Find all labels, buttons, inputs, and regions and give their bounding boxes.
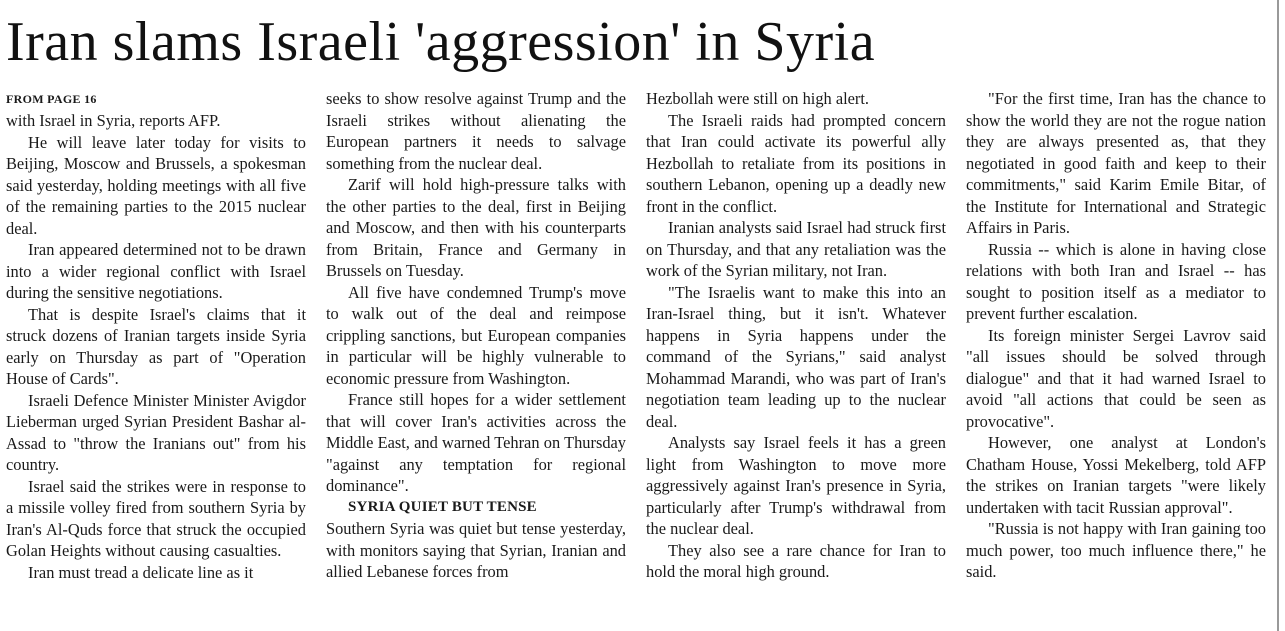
paragraph: France still hopes for a wider settlement that will cover Iran's activities across the Middle East, and warned Tehran on Thursday "against any temptation for regional dominance".	[326, 390, 626, 495]
section-subhead: SYRIA QUIET BUT TENSE	[348, 498, 537, 515]
paragraph: Zarif will hold high-pressure talks with the other parties to the deal, first in Beijing and Moscow, and then with his counterparts from Britain, France and Germany in Brussels on Tuesday.	[326, 175, 626, 280]
column-3	[646, 88, 946, 628]
paragraph: with Israel in Syria, reports AFP.	[6, 111, 221, 130]
column-1	[6, 88, 306, 628]
paragraph: That is despite Israel's claims that it struck dozens of Iranian targets inside Syria early on Thursday as part of "Operation House of Cards".	[6, 304, 306, 388]
paragraph: All five have condemned Trump's move to walk out of the deal and reimpose crippling sanctions, but European companies in particular will be highly vulnerable to economic pressure from Washington.	[326, 282, 626, 388]
paragraph: "Russia is not happy with Iran gaining too much power, too much influence there," he said.	[966, 519, 1266, 581]
paragraph: Russia -- which is alone in having close relations with both Iran and Israel -- has sought to position itself as a mediator to prevent further escalation.	[966, 239, 1266, 323]
paragraph: However, one analyst at London's Chatham House, Yossi Mekelberg, told AFP the strikes on Iranian targets "were likely undertaken with tacit Russian approval".	[966, 433, 1266, 517]
page-edge-divider	[1277, 0, 1279, 631]
paragraph: Israel said the strikes were in response to a missile volley fired from southern Syria by Iran's Al-Quds force that struck the occupied Golan Heights without causing casualties.	[6, 476, 306, 560]
paragraph: seeks to show resolve against Trump and the Israeli strikes without alienating the European partners it needs to salvage something from the nuclear deal.	[326, 89, 626, 173]
paragraph: Hezbollah were still on high alert.	[646, 89, 870, 108]
paragraph: Its foreign minister Sergei Lavrov said "all issues should be solved through dialogue" and that it had warned Israel to avoid "all actions that could be seen as provocative".	[966, 325, 1266, 431]
paragraph: He will leave later today for visits to Beijing, Moscow and Brussels, a spokesman said yesterday, holding meetings with all five of the remaining parties to the 2015 nuclear deal.	[6, 132, 306, 238]
paragraph: Analysts say Israel feels it has a green light from Washington to move more aggressively against Iran's presence in Syria, particularly after Trump's withdrawal from the nuclear deal.	[646, 433, 946, 538]
paragraph: Iranian analysts said Israel had struck first on Thursday, and that any retaliation was the work of the Syrian military, not Iran.	[646, 218, 946, 280]
paragraph: "For the first time, Iran has the chance to show the world they are not the rogue nation they are always presented as, that they negotiated in good faith and keep to their commitments," said Karim Emile Bitar, of the Institute for International and Strategic Affairs in Paris.	[966, 89, 1266, 237]
article-body	[6, 88, 1268, 628]
paragraph: Israeli Defence Minister Minister Avigdor Lieberman urged Syrian President Bashar al-Assad to "throw the Iranians out" from his country.	[6, 390, 306, 474]
column-4	[966, 88, 1266, 628]
continuation-kicker: FROM PAGE 16	[6, 92, 97, 106]
paragraph: Iran must tread a delicate line as it	[28, 562, 254, 582]
column-2	[326, 88, 626, 628]
headline: Iran slams Israeli 'aggression' in Syria	[6, 11, 876, 73]
paragraph: They also see a rare chance for Iran to hold the moral high ground.	[646, 540, 946, 581]
paragraph: The Israeli raids had prompted concern that Iran could activate its powerful ally Hezbollah to retaliate from its positions in southern Lebanon, opening up a deadly new front in the conflict.	[646, 110, 946, 216]
paragraph: "The Israelis want to make this into an Iran-Israel thing, but it isn't. Whatever happens in Syria happens under the command of the Syrians," said analyst Mohammad Marandi, who was part of Iran's negotiation team leading up to the nuclear deal.	[646, 282, 946, 431]
paragraph: Iran appeared determined not to be drawn into a wider regional conflict with Israel during the sensitive negotiations.	[6, 240, 306, 302]
paragraph: Southern Syria was quiet but tense yesterday, with monitors saying that Syrian, Iranian and allied Lebanese forces from	[326, 519, 626, 581]
